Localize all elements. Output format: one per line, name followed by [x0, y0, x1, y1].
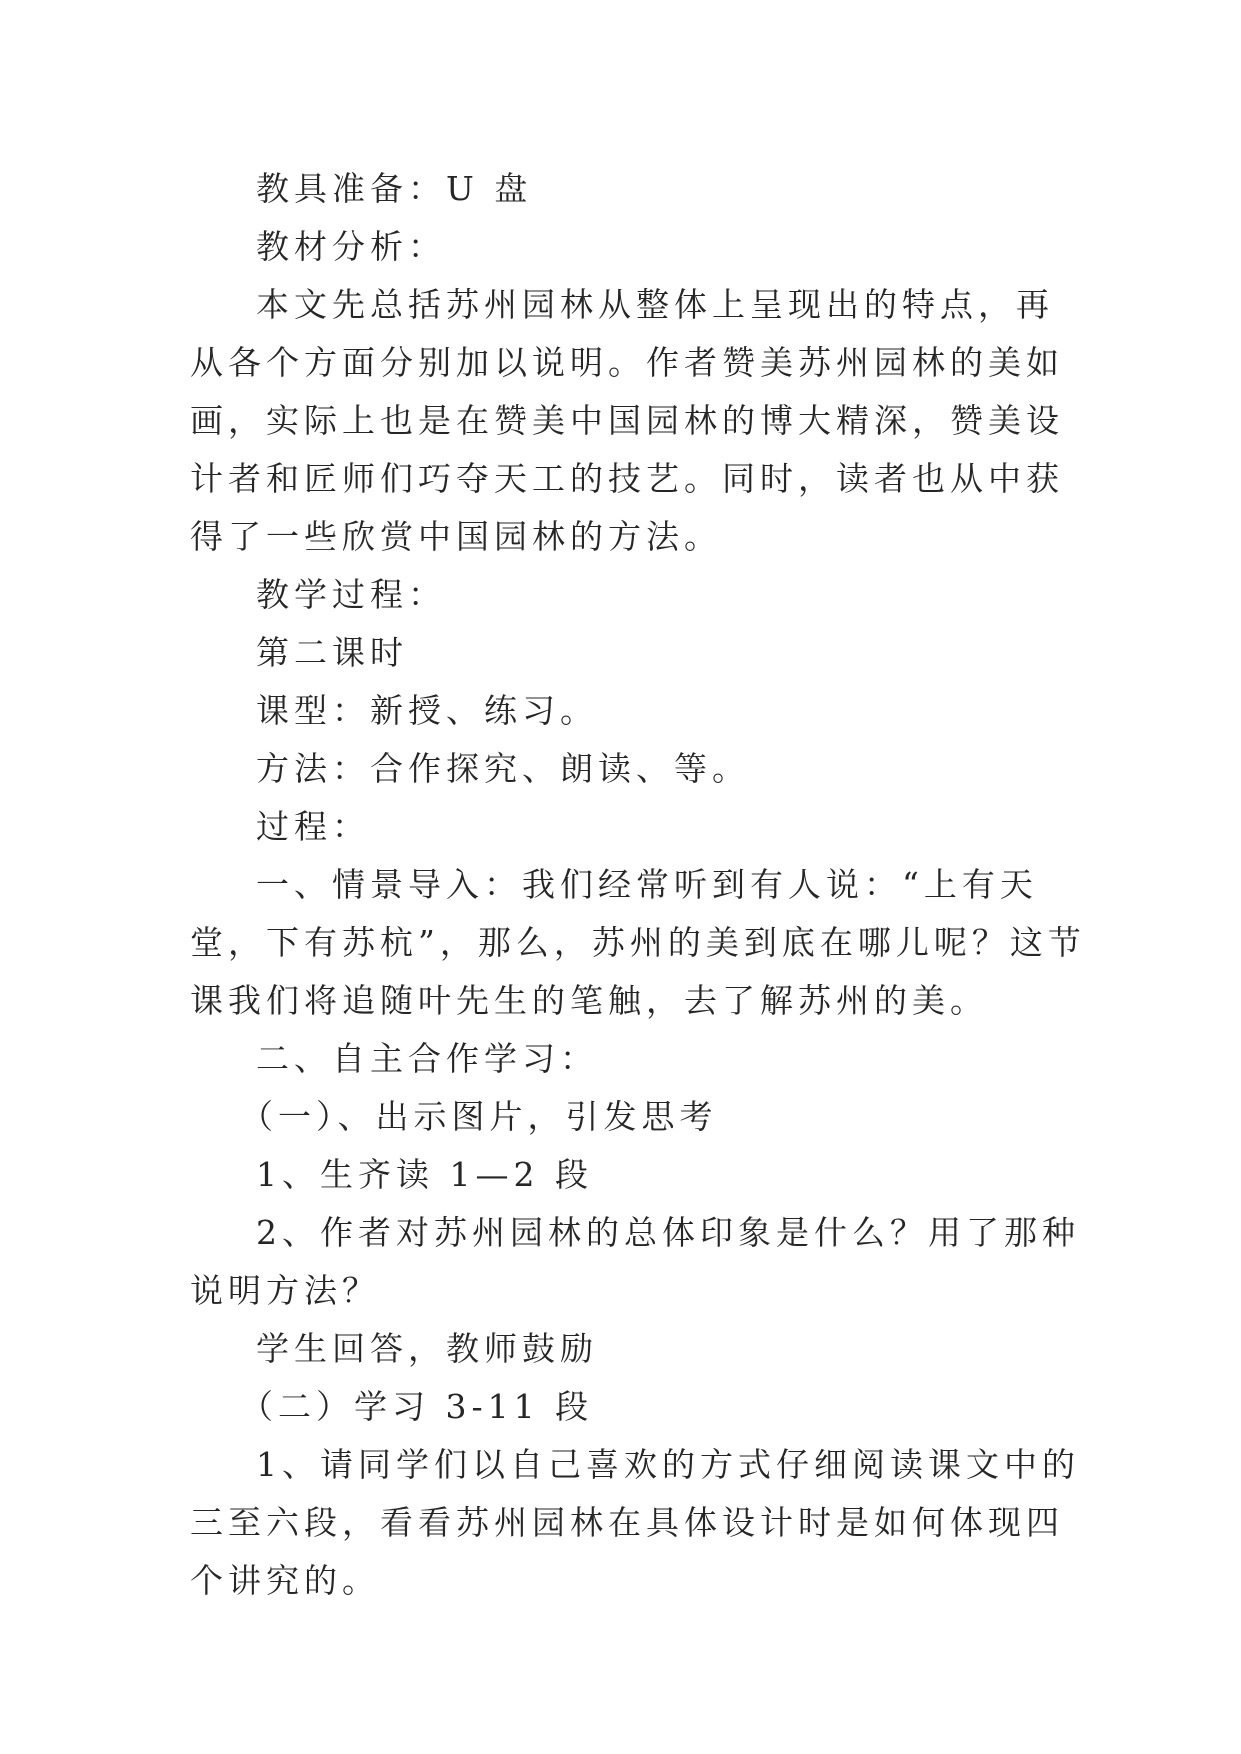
paragraph-question-impression: 2、作者对苏州园林的总体印象是什么？用了那种说明方法？ [190, 1213, 1080, 1310]
paragraph-material-analysis-heading: 教材分析： [256, 227, 446, 266]
paragraph-cooperative-learning: 二、自主合作学习： [256, 1039, 598, 1078]
paragraph-read-1-2: 1、生齐读 1—2 段 [256, 1155, 593, 1194]
paragraph-second-lesson: 第二课时 [256, 633, 408, 672]
paragraph-show-pictures: （一）、出示图片，引发思考 [240, 1097, 718, 1136]
paragraph-process-heading: 过程： [256, 807, 370, 846]
paragraph-read-3-6: 1、请同学们以自己喜欢的方式仔细阅读课文中的三至六段，看看苏州园林在具体设计时是如何体现四个讲究的。 [190, 1445, 1080, 1600]
document-body [190, 160, 1090, 1610]
paragraph-introduction: 一、情景导入：我们经常听到有人说：“上有天堂，下有苏杭”，那么，苏州的美到底在哪儿呢？这节课我们将追随叶先生的笔触，去了解苏州的美。 [190, 865, 1086, 1020]
paragraph-lesson-type: 课型：新授、练习。 [256, 691, 598, 730]
paragraph-method: 方法：合作探究、朗读、等。 [256, 749, 750, 788]
paragraph-material-analysis: 本文先总括苏州园林从整体上呈现出的特点，再从各个方面分别加以说明。作者赞美苏州园林的美如画，实际上也是在赞美中国园林的博大精深，赞美设计者和匠师们巧夺天工的技艺。同时，读者也从中获得了一些欣赏中国园林的方法。 [190, 285, 1064, 556]
paragraph-student-answer: 学生回答，教师鼓励 [256, 1329, 598, 1368]
paragraph-teaching-process-heading: 教学过程： [256, 575, 446, 614]
paragraph-learn-3-11: （二）学习 3-11 段 [240, 1387, 594, 1426]
paragraph-teaching-tools: 教具准备：U 盘 [256, 169, 533, 208]
